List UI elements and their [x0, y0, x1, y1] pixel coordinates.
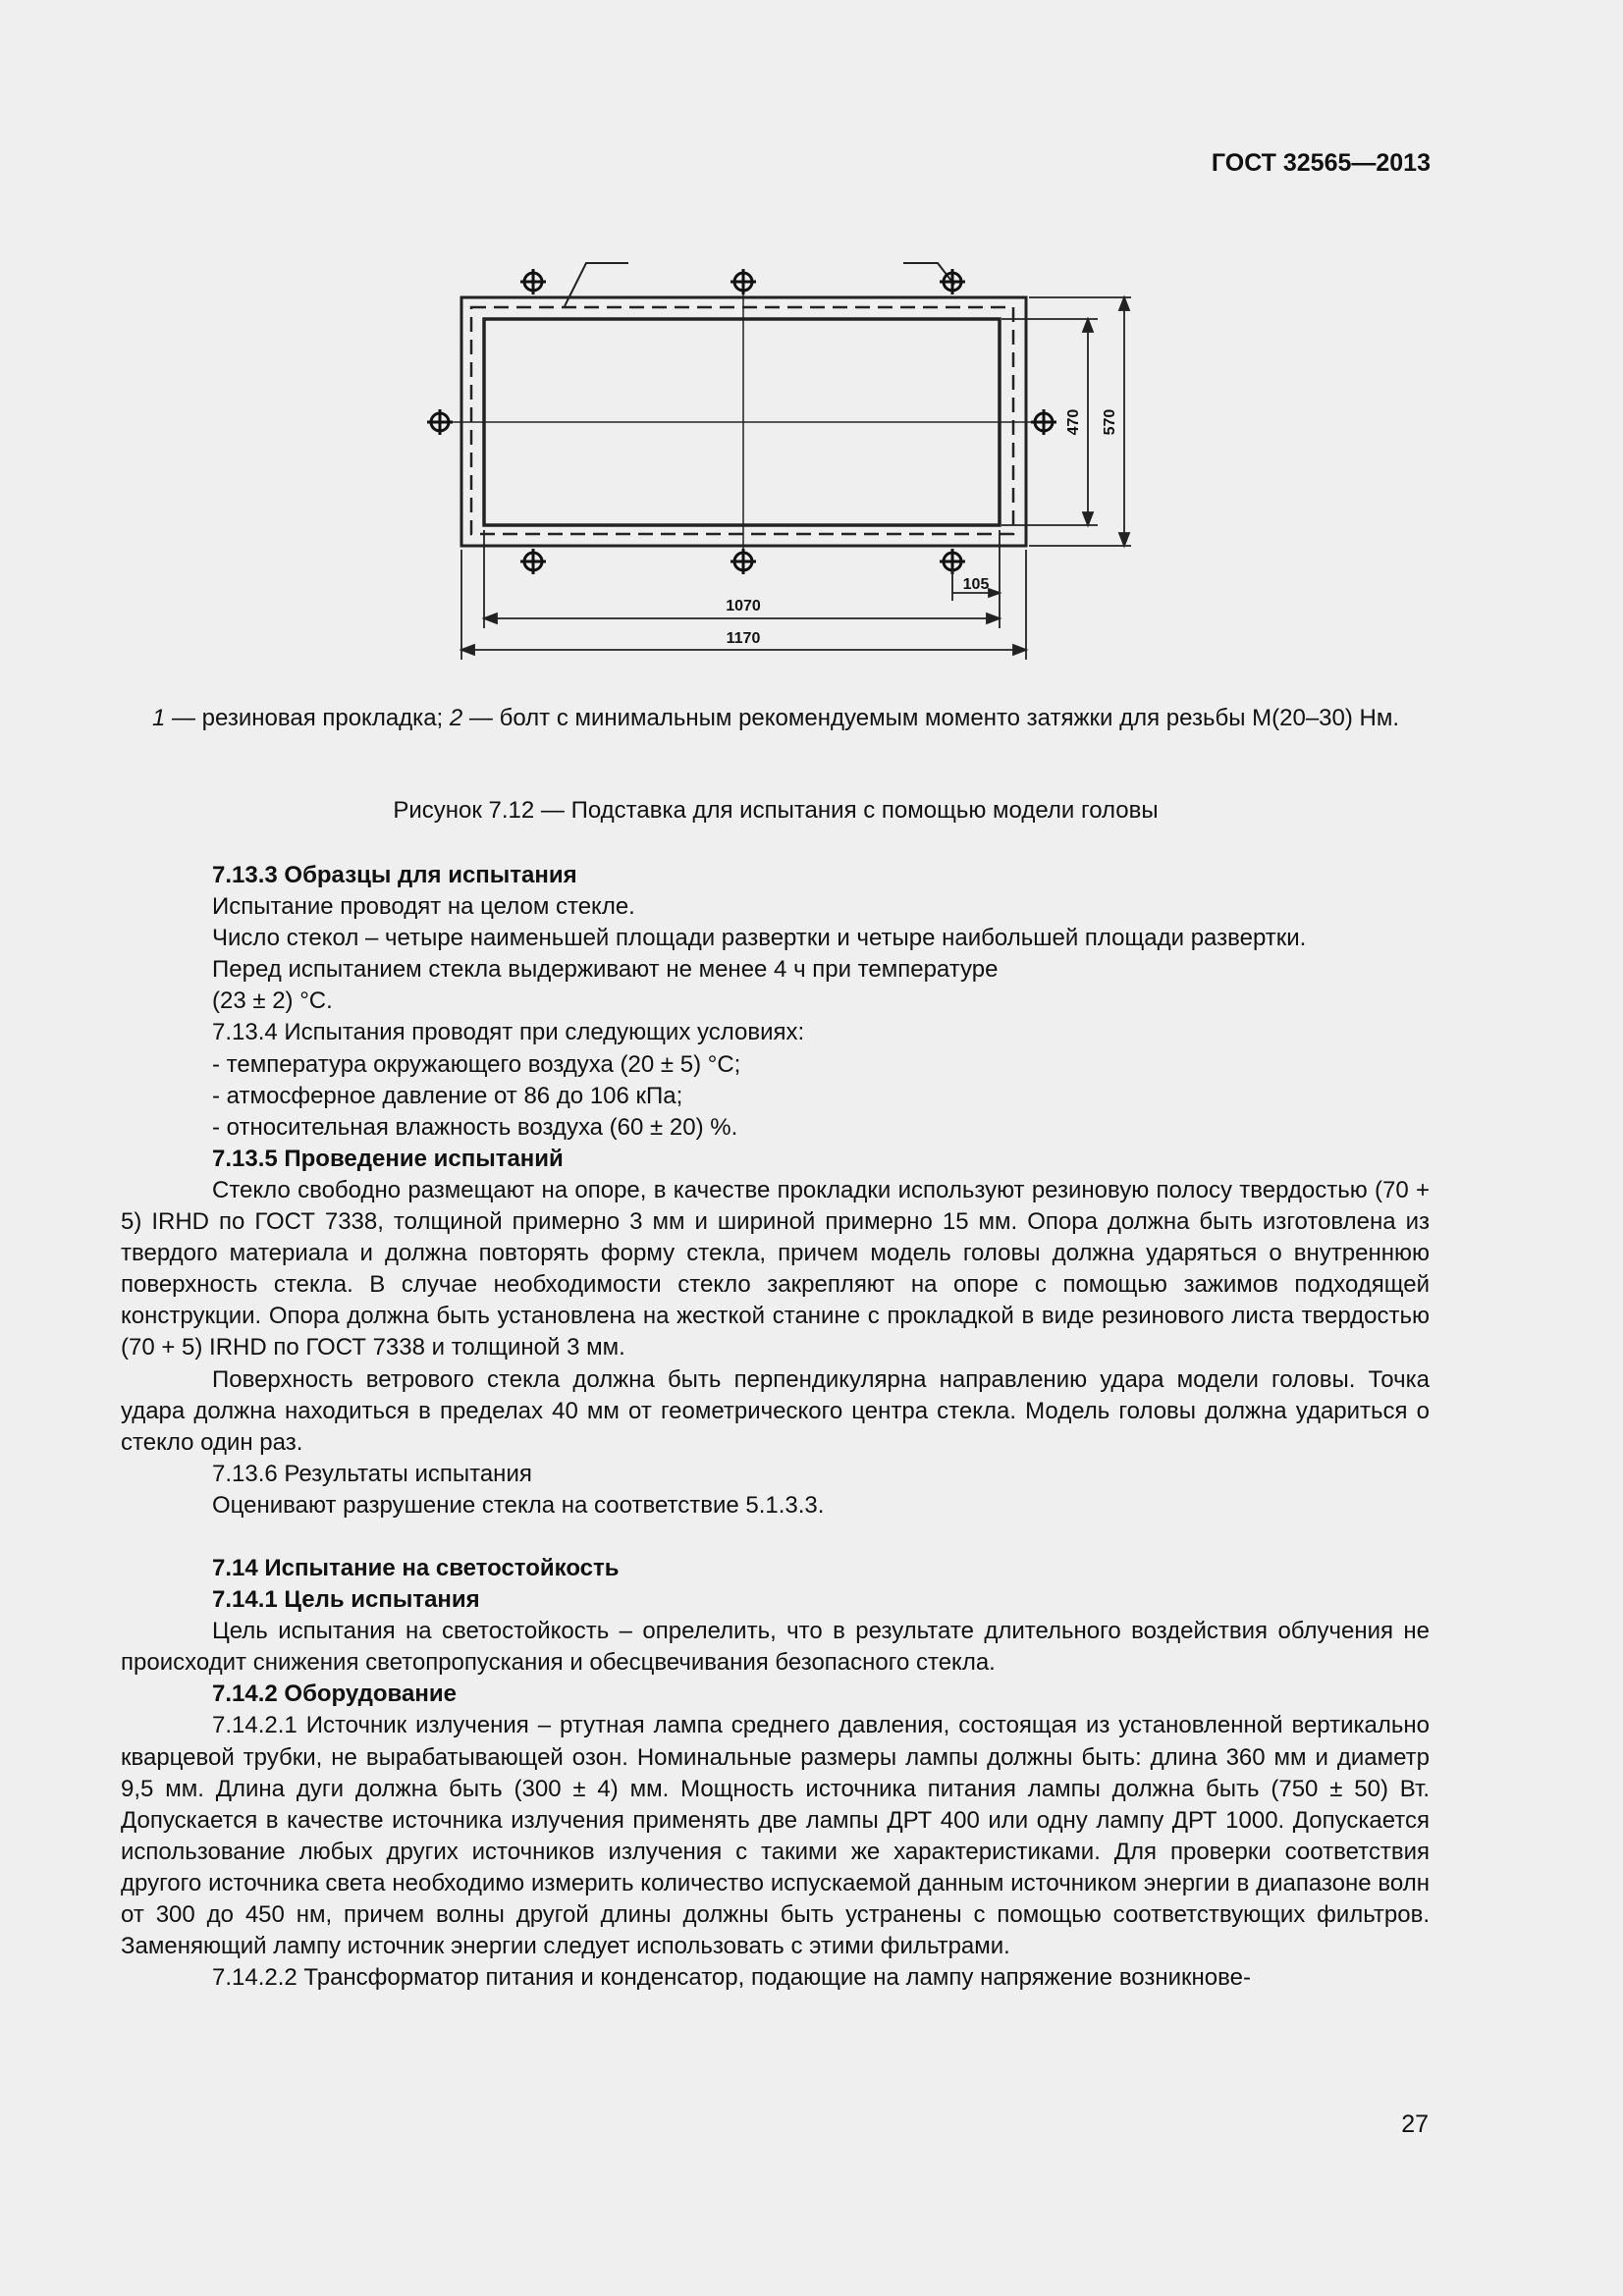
legend-number-2: 2 [449, 705, 463, 731]
paragraph: 7.14.2.2 Трансформатор питания и конденсатор, подающие на лампу напряжение возникнове- [212, 1964, 1251, 1992]
section-heading: 7.14 Испытание на светостойкость [212, 1554, 620, 1581]
bolt-icon [520, 269, 546, 294]
section-heading: 7.14.2 Оборудование [212, 1681, 457, 1708]
legend-text-2: — болт с минимальным рекомендуемым моменто затяжки для резьбы М(20–30) Нм. [462, 705, 1400, 731]
dim-1170-label: 1170 [726, 630, 761, 647]
section-heading: 7.13.5 Проведение испытаний [212, 1145, 564, 1172]
paragraph: (23 ± 2) °С. [212, 988, 333, 1015]
legend-number-1: 1 [151, 705, 166, 731]
bolt-icon [427, 409, 453, 435]
document-code: ГОСТ 32565—2013 [1211, 149, 1431, 177]
paragraph: Оценивают разрушение стекла на соответствие 5.1.3.3. [212, 1491, 825, 1519]
test-stand-drawing [412, 250, 1159, 672]
paragraph: Число стекол – четыре наименьшей площади развертки и четыре наибольшей площади развертки. [212, 925, 1307, 952]
body-text [121, 860, 1430, 1994]
list-item: - относительная влажность воздуха (60 ± 20) %. [212, 1113, 738, 1141]
rubber-gasket [471, 307, 1013, 534]
section-heading: 7.14.1 Цель испытания [212, 1586, 480, 1614]
figure-legend [123, 703, 1429, 734]
bolt-icon [1031, 409, 1056, 435]
bolt-icon [520, 549, 546, 574]
paragraph: Поверхность ветрового стекла должна быть перпендикулярна направлению удара модели головы. Точка удара должна находиться в пределах 40 мм от геометрического центра стекла. Модель головы должна удариться о стекло один раз. [121, 1365, 1430, 1456]
bolt-icon [730, 269, 756, 294]
dim-1070-label: 1070 [726, 598, 761, 614]
dim-570-label: 570 [1102, 408, 1118, 436]
paragraph: Перед испытанием стекла выдерживают не менее 4 ч при температуре [212, 956, 999, 984]
paragraph: Стекло свободно размещают на опоре, в качестве прокладки используют резиновую полосу твердостью (70 + 5) IRHD по ГОСТ 7338, толщиной примерно 3 мм и шириной примерно 15 мм. Опора должна быть изготовлена из твердого материала и должна повторять форму стекла, причем модель головы должна ударяться о внутреннюю поверхность стекла. В случае необходимости стекло закрепляют на опоре с помощью зажимов подходящей конструкции. Опора должна быть установлена на жесткой станине с прокладкой в виде резинового листа твердостью (70 + 5) IRHD по ГОСТ 7338 и толщиной 3 мм. [121, 1176, 1430, 1362]
list-item: - температура окружающего воздуха (20 ± 5) °С; [212, 1050, 741, 1078]
paragraph: Испытание проводят на целом стекле. [212, 893, 635, 921]
dim-105-label: 105 [962, 576, 990, 593]
paragraph: Цель испытания на светостойкость – опрелелить, что в результате длительного воздействия облучения не происходит снижения светопропускания и обесцвечивания безопасного стекла. [121, 1618, 1430, 1677]
figure-caption: Рисунок 7.12 — Подставка для испытания с помощью модели головы [393, 797, 1159, 824]
dim-470-label: 470 [1065, 408, 1082, 436]
page-number: 27 [1401, 2110, 1429, 2138]
paragraph: 7.13.6 Результаты испытания [212, 1460, 532, 1487]
list-item: - атмосферное давление от 86 до 106 кПа; [212, 1082, 683, 1109]
section-heading: 7.13.3 Образцы для испытания [212, 862, 577, 888]
paragraph: 7.14.2.1 Источник излучения – ртутная лампа среднего давления, состоящая из установленной вертикально кварцевой трубки, не вырабатывающей озон. Номинальные размеры лампы должны быть: длина 360 мм и диаметр 9,5 мм. Длина дуги должна быть (300 ± 4) мм. Мощность источника питания лампы должна быть (750 ± 50) Вт. Допускается в качестве источника излучения применять две лампы ДРТ 400 или одну лампу ДРТ 1000. Допускается использование любых других источников излучения с такими же характеристиками. Для проверки соответствия другого источника света необходимо измерить количество испускаемой данным источником энергии в диапазоне волн от 300 до 450 нм, причем волны другой длины должны быть устранены с помощью соответствующих фильтров. Заменяющий лампу источник энергии следует использовать с этими фильтрами. [121, 1712, 1430, 1960]
bolt-icon [730, 549, 756, 574]
bolt-icon [940, 269, 965, 294]
leader-line-1 [565, 263, 628, 306]
paragraph: 7.13.4 Испытания проводят при следующих условиях: [212, 1019, 805, 1046]
legend-text-1: — резиновая прокладка; [165, 705, 450, 731]
